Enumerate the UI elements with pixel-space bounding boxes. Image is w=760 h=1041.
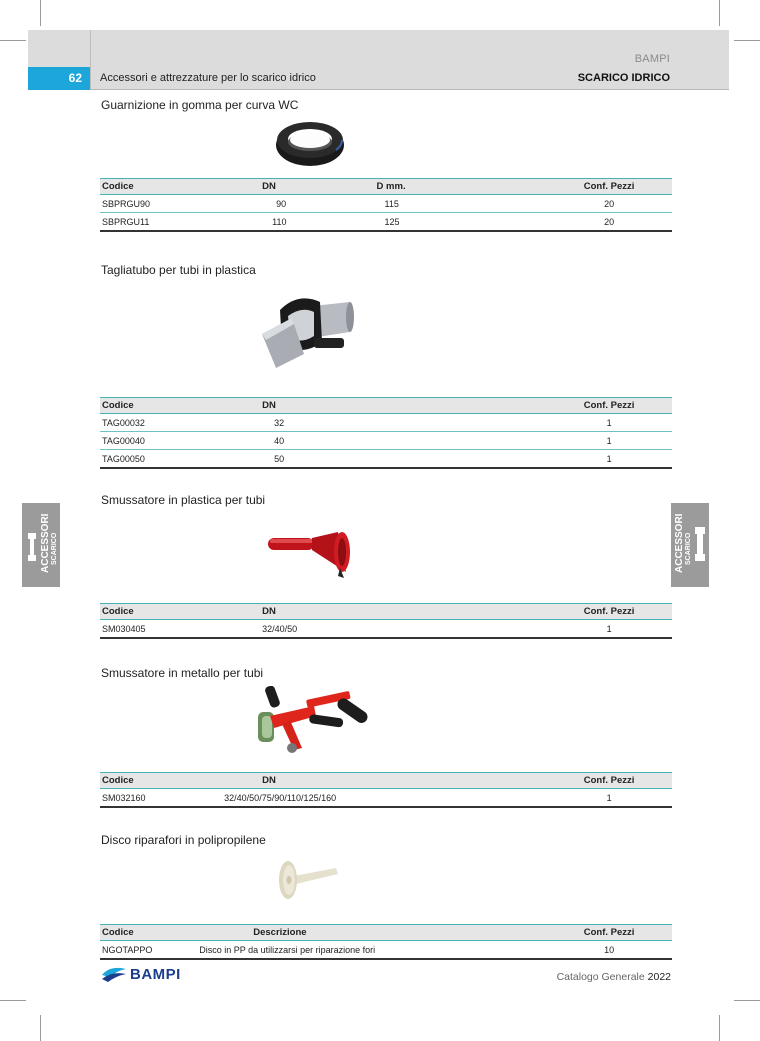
column-header: Conf. Pezzi	[546, 604, 672, 620]
table-cell: SM032160	[100, 789, 260, 808]
table-row	[100, 432, 672, 450]
table-cell: 50	[260, 450, 546, 469]
footer-catalog	[557, 971, 671, 983]
table-cell: Disco in PP da utilizzarsi per riparazione fori	[197, 941, 546, 960]
column-header: DN	[260, 398, 546, 414]
side-tab-right	[671, 503, 709, 587]
pipe-cutter-image	[258, 288, 354, 372]
table-cell: NGOTAPPO	[100, 941, 197, 960]
crop-mark	[0, 40, 26, 41]
section-title: Tagliatubo per tubi in plastica	[101, 263, 256, 277]
column-header: Descrizione	[197, 925, 546, 941]
table-row	[100, 620, 672, 639]
column-header: Conf. Pezzi	[546, 773, 672, 789]
table-cell	[224, 789, 546, 808]
crop-mark	[719, 1015, 720, 1041]
table-row	[100, 195, 672, 213]
side-tab-label: ACCESSORI	[674, 513, 685, 573]
column-header: Conf. Pezzi	[546, 925, 672, 941]
table-cell: 40	[260, 432, 546, 450]
header-divider	[90, 30, 91, 90]
table-cell: 90	[260, 195, 374, 213]
header-brand: BAMPI	[634, 53, 670, 65]
product-table	[100, 397, 672, 469]
side-tab-label: ACCESSORI	[40, 513, 51, 573]
table-cell: SM030405	[100, 620, 260, 639]
section-title: Smussatore in metallo per tubi	[101, 666, 264, 680]
table-row	[100, 213, 672, 232]
column-header: Codice	[100, 773, 260, 789]
catalog-year: 2022	[647, 971, 671, 983]
column-header: DN	[260, 773, 546, 789]
table-row	[100, 450, 672, 469]
section-title: Smussatore in plastica per tubi	[101, 493, 266, 507]
footer-logo-text: BAMPI	[130, 966, 181, 983]
table-cell: TAG00050	[100, 450, 260, 469]
table-row	[100, 789, 672, 808]
column-header: Codice	[100, 925, 197, 941]
column-header: Conf. Pezzi	[546, 398, 672, 414]
pipe-fitting-icon	[694, 527, 706, 561]
crop-mark	[40, 1015, 41, 1041]
crop-mark	[719, 0, 720, 26]
table-cell: 10	[546, 941, 672, 960]
table-cell: TAG00040	[100, 432, 260, 450]
side-tab-sublabel: SCARICO	[685, 532, 692, 565]
table-cell: 125	[375, 213, 547, 232]
table-cell: SBPRGU11	[100, 213, 260, 232]
table-cell: 20	[546, 213, 672, 232]
table-cell-text: 32/40/50/75/90/110/125/160	[224, 792, 337, 803]
column-header: DN	[260, 179, 374, 195]
column-header: Codice	[100, 604, 260, 620]
table-cell: 1	[546, 450, 672, 469]
table-cell: SBPRGU90	[100, 195, 260, 213]
product-table	[100, 924, 672, 960]
table-row	[100, 941, 672, 960]
table-cell: 1	[546, 789, 672, 808]
metal-chamfer-tool-image	[250, 686, 384, 758]
table-cell: 1	[546, 432, 672, 450]
table-cell: 1	[546, 414, 672, 432]
bampi-logo-icon	[100, 965, 128, 983]
page-title: Accessori e attrezzature per lo scarico idrico	[100, 72, 316, 84]
product-table	[100, 178, 672, 232]
column-header: D mm.	[375, 179, 547, 195]
section-label: SCARICO IDRICO	[577, 72, 670, 84]
plastic-chamfer-tool-image	[266, 532, 356, 580]
pipe-fitting-icon	[26, 533, 38, 561]
column-header: Conf. Pezzi	[546, 179, 672, 195]
column-header: DN	[260, 604, 546, 620]
section-title: Guarnizione in gomma per curva WC	[101, 98, 299, 112]
table-cell: 110	[260, 213, 374, 232]
product-table	[100, 772, 672, 808]
crop-mark	[734, 40, 760, 41]
crop-mark	[40, 0, 41, 26]
section-title: Disco riparafori in polipropilene	[101, 833, 266, 847]
catalog-label: Catalogo Generale	[556, 971, 645, 983]
header-rule	[90, 89, 729, 90]
column-header: Codice	[100, 179, 260, 195]
table-cell: 115	[375, 195, 547, 213]
product-table	[100, 603, 672, 639]
repair-disc-image	[276, 858, 340, 902]
crop-mark	[0, 1000, 26, 1001]
column-header: Codice	[100, 398, 260, 414]
table-row	[100, 414, 672, 432]
side-tab-left	[22, 503, 60, 587]
crop-mark	[734, 1000, 760, 1001]
table-cell: 20	[546, 195, 672, 213]
page-number: 62	[28, 67, 90, 90]
table-cell: 32/40/50	[260, 620, 546, 639]
rubber-gasket-image	[272, 116, 348, 168]
table-cell: 32	[260, 414, 546, 432]
table-cell: TAG00032	[100, 414, 260, 432]
table-cell: 1	[546, 620, 672, 639]
side-tab-sublabel: SCARICO	[51, 532, 58, 565]
